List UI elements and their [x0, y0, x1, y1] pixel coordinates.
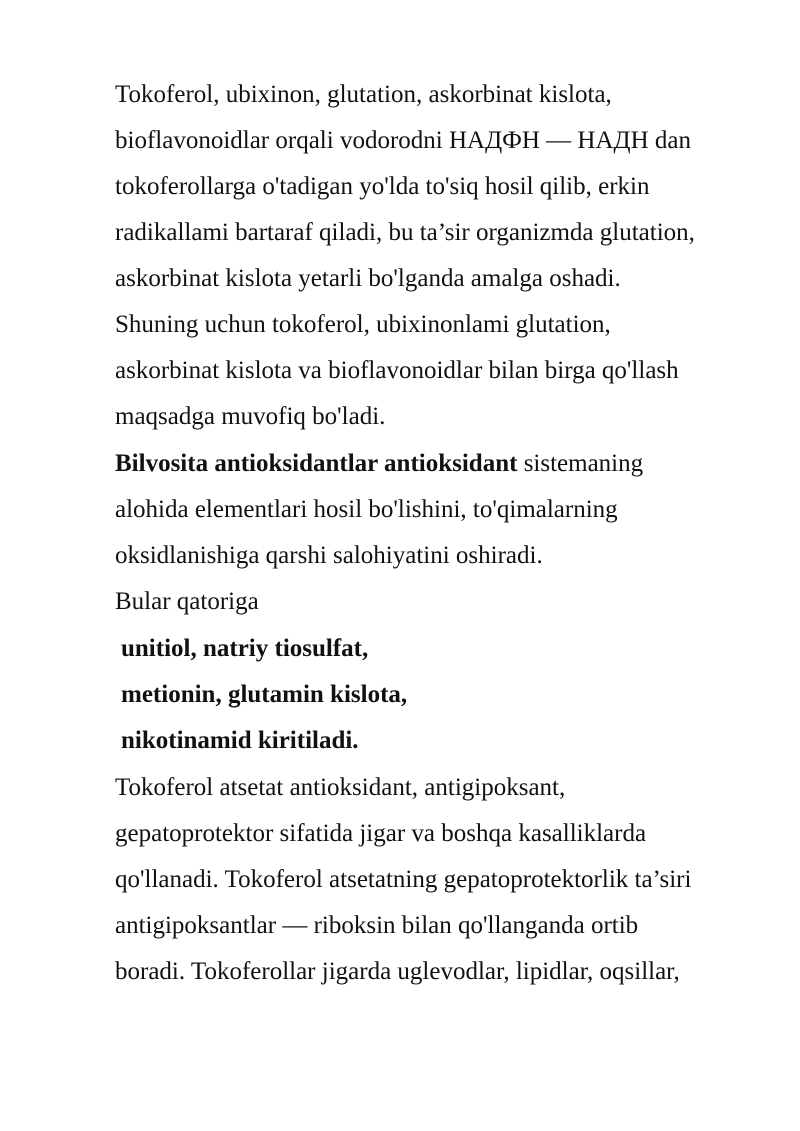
text-line: radikallami bartaraf qiladi, bu ta’sir organizmda glutation,	[115, 219, 695, 246]
text-line: antigipoksantlar — riboksin bilan qo'llanganda ortib	[115, 912, 639, 939]
text-line: oksidlanishiga qarshi salohiyatini oshiradi.	[115, 542, 543, 569]
text-line: boradi. Tokoferollar jigarda uglevodlar, lipidlar, oqsillar,	[115, 958, 680, 985]
text-run: sistemaning	[517, 450, 644, 477]
bold-list-item: metionin, glutamin kislota,	[121, 681, 408, 708]
text-line: maqsadga muvofiq bo'ladi.	[115, 403, 386, 430]
text-line: bioflavonoidlar orqali vodorodni НАДФН — НАДН dan	[115, 127, 691, 154]
text-line: Shuning uchun tokoferol, ubixinonlami glutation,	[115, 311, 611, 338]
text-line: Tokoferol, ubixinon, glutation, askorbinat kislota,	[115, 81, 612, 108]
text-line: alohida elementlari hosil bo'lishini, to'qimalarning	[115, 496, 618, 523]
text-line: qo'llanadi. Tokoferol atsetatning gepatoprotektorlik ta’siri	[115, 866, 692, 893]
text-line: askorbinat kislota yetarli bo'lganda amalga oshadi.	[115, 265, 621, 292]
text-line: Bular qatoriga	[115, 588, 259, 615]
text-line: askorbinat kislota va bioflavonoidlar bilan birga qo'llash	[115, 357, 679, 384]
text-line: gepatoprotektor sifatida jigar va boshqa kasalliklarda	[115, 820, 647, 847]
text-line: Tokoferol atsetat antioksidant, antigipoksant,	[115, 774, 566, 801]
bold-list-item: nikotinamid kiritiladi.	[121, 727, 359, 754]
indirect-antioxidants-paragraph	[115, 449, 643, 479]
text-line: tokoferollarga o'tadigan yo'lda to'siq hosil qilib, erkin	[115, 173, 650, 200]
bold-list-item: unitiol, natriy tiosulfat,	[121, 635, 369, 662]
bold-term: Bilvosita antioksidantlar antioksidant	[115, 450, 518, 477]
